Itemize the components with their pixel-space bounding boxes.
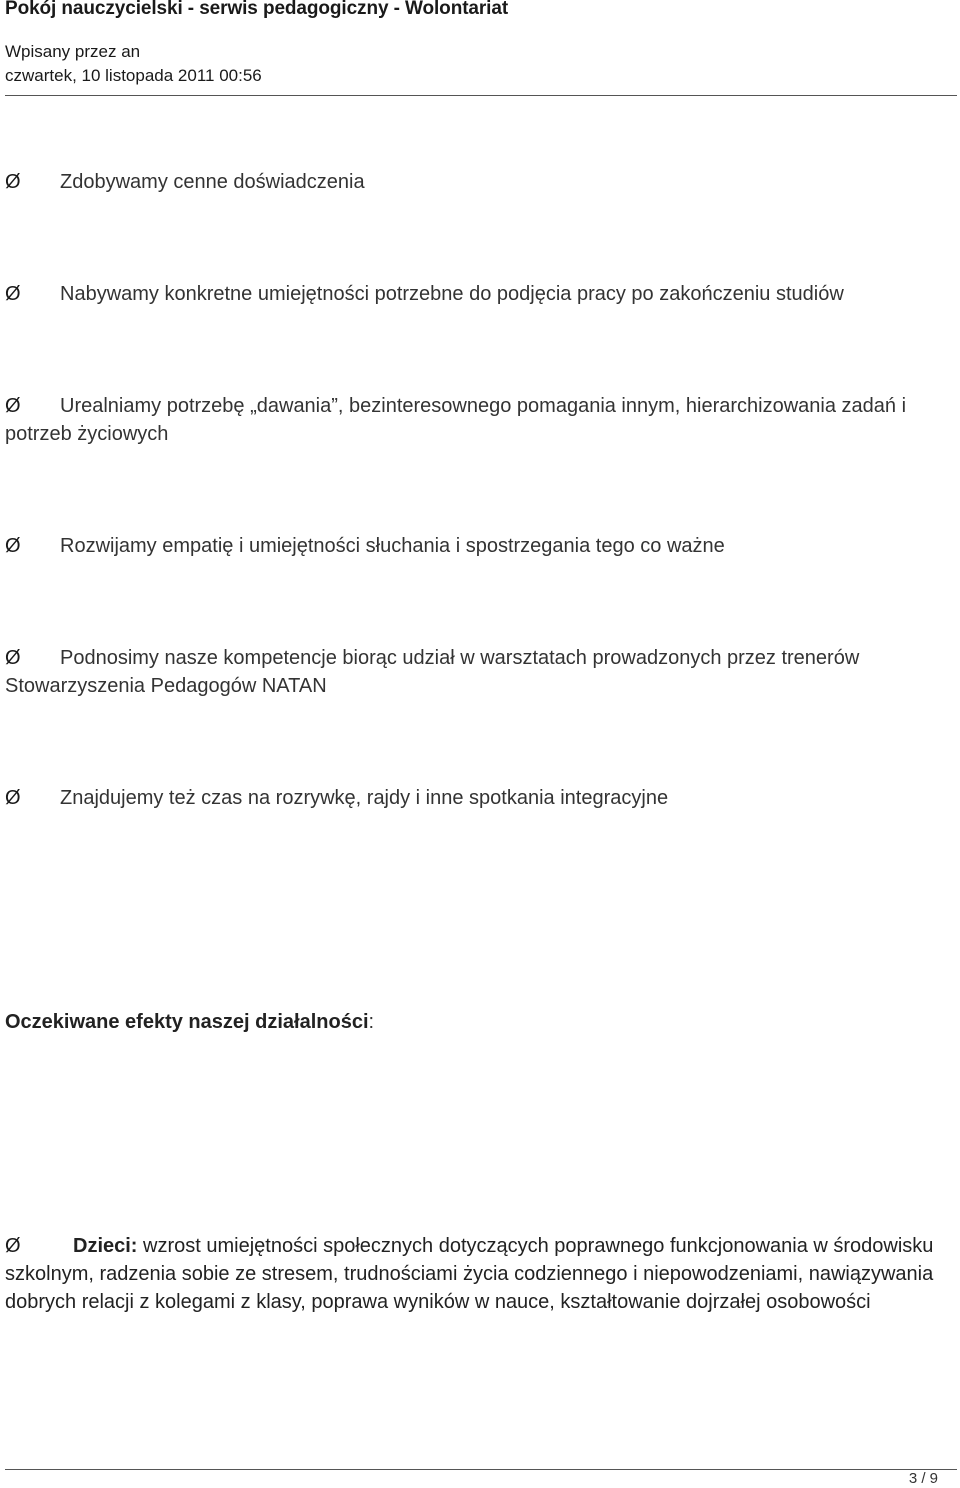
page-number: 3 / 9 (908, 1470, 938, 1487)
site-title: Pokój nauczycielski - serwis pedagogiczny - Wolontariat (5, 0, 509, 19)
list-item (5, 392, 957, 448)
list-item (5, 1232, 957, 1316)
list-item-text: Rozwijamy empatię i umiejętności słuchania i spostrzegania tego co ważne (60, 535, 725, 557)
effects-heading (5, 1008, 957, 1036)
list-item (5, 532, 957, 560)
bullet-icon: Ø (5, 283, 21, 305)
list-item-text: Nabywamy konkretne umiejętności potrzebne do podjęcia pracy po zakończeniu studiów (60, 283, 844, 305)
bullet-icon: Ø (5, 1235, 21, 1257)
list-item-text: Podnosimy nasze kompetencje biorąc udział w warsztatach prowadzonych przez trenerów Stowarzyszenia Pedagogów NATAN (5, 647, 860, 697)
date-line: czwartek, 10 listopada 2011 00:56 (5, 66, 262, 85)
header-divider (5, 95, 957, 96)
bullet-icon: Ø (5, 535, 21, 557)
children-label: Dzieci: (73, 1235, 138, 1257)
bullet-icon: Ø (5, 171, 21, 193)
footer-divider (5, 1469, 957, 1470)
document-header (5, 0, 957, 88)
bullet-icon: Ø (5, 395, 21, 417)
effects-heading-colon: : (368, 1011, 375, 1033)
list-item (5, 784, 957, 812)
bullet-icon: Ø (5, 647, 21, 669)
list-item-text: Zdobywamy cenne doświadczenia (60, 171, 365, 193)
list-item (5, 644, 957, 700)
children-text: wzrost umiejętności społecznych dotyczących poprawnego funkcjonowania w środowisku szkolnym, radzenia sobie ze stresem, trudnościami życia codziennego i niepowodzeniami, nawiązywania dobrych relacji z kolegami z klasy, poprawa wyników w nauce, kształtowanie dojrzałej osobowości (5, 1235, 934, 1313)
effects-heading-text: Oczekiwane efekty naszej działalności (5, 1011, 369, 1033)
list-item-text: Znajdujemy też czas na rozrywkę, rajdy i inne spotkania integracyjne (60, 787, 669, 809)
list-item-text: Urealniamy potrzebę „dawania”, bezinteresownego pomagania innym, hierarchizowania zadań i potrzeb życiowych (5, 395, 907, 445)
bullet-icon: Ø (5, 787, 21, 809)
list-item (5, 168, 957, 196)
list-item (5, 280, 957, 308)
author-line: Wpisany przez an (5, 42, 141, 61)
